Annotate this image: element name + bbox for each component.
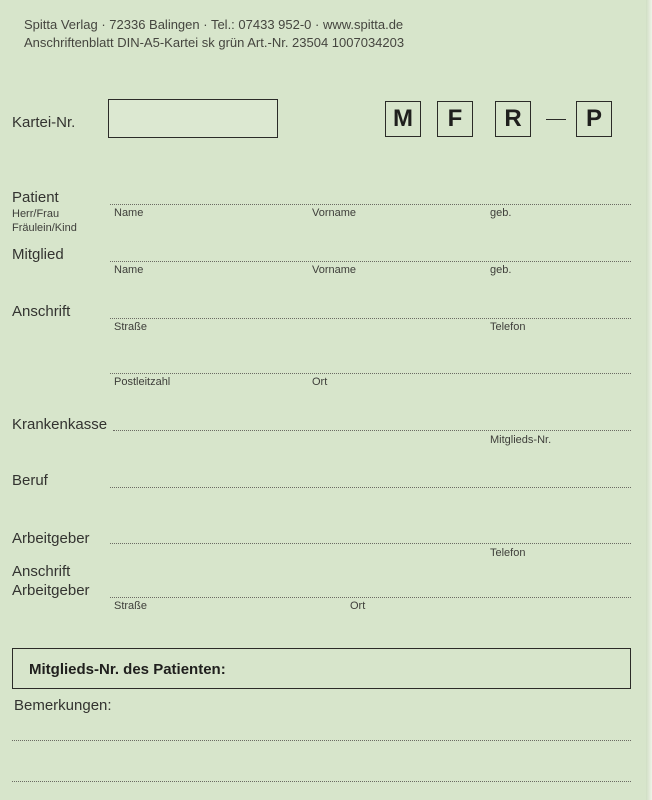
beruf-label: Beruf [12,472,48,489]
kartei-nr-field[interactable] [108,99,278,138]
anschrift-arbeitgeber-label-1: Anschrift [12,563,71,580]
mitglied-line[interactable] [110,261,631,262]
bemerkungen-label: Bemerkungen: [14,697,112,714]
arbeitgeber-line[interactable] [110,543,631,544]
beruf-line[interactable] [110,487,631,488]
patient-line[interactable] [110,204,631,205]
anschrift-line-2[interactable] [110,373,631,374]
category-box-f[interactable]: F [437,101,473,137]
mitglieds-nr-patient-box[interactable] [12,648,631,689]
mitglied-geb-caption: geb. [490,264,512,276]
anschrift-arbeitgeber-label-2: Arbeitgeber [12,582,90,599]
form-description-line: Anschriftenblatt DIN-A5-Kartei sk grün Art.-Nr. 23504 1007034203 [24,35,405,50]
patient-vorname-caption: Vorname [312,207,357,219]
patient-name-caption: Name [114,207,144,219]
kartei-nr-label: Kartei-Nr. [12,114,76,131]
anschrift-arbeitgeber-ort-caption: Ort [350,600,366,612]
category-box-p[interactable]: P [576,101,612,137]
patient-label: Patient [12,189,59,206]
patient-geb-caption: geb. [490,207,512,219]
krankenkasse-mitglieds-nr-caption: Mitglieds-Nr. [490,434,552,446]
category-dash [546,119,566,120]
mitglieds-nr-patient-label: Mitglieds-Nr. des Patienten: [29,661,226,678]
mitglied-vorname-caption: Vorname [312,264,357,276]
arbeitgeber-telefon-caption: Telefon [490,547,526,559]
mitglied-label: Mitglied [12,246,64,263]
anschrift-strasse-caption: Straße [114,321,148,333]
bemerkungen-line-2[interactable] [12,781,631,782]
anschrift-arbeitgeber-line[interactable] [110,597,631,598]
mitglied-name-caption: Name [114,264,144,276]
card-edge [646,0,652,800]
patient-salutation-2: Fräulein/Kind [12,222,77,234]
category-box-m[interactable]: M [385,101,421,137]
krankenkasse-label: Krankenkasse [12,416,108,433]
anschrift-line-1[interactable] [110,318,631,319]
anschrift-arbeitgeber-strasse-caption: Straße [114,600,148,612]
bemerkungen-line-1[interactable] [12,740,631,741]
anschrift-label: Anschrift [12,303,71,320]
category-box-r[interactable]: R [495,101,531,137]
anschrift-plz-caption: Postleitzahl [114,376,171,388]
anschrift-telefon-caption: Telefon [490,321,526,333]
patient-salutation-1: Herr/Frau [12,208,60,220]
publisher-line: Spitta Verlag · 72336 Balingen · Tel.: 07433 952-0 · www.spitta.de [24,17,404,32]
arbeitgeber-label: Arbeitgeber [12,530,90,547]
anschrift-ort-caption: Ort [312,376,328,388]
krankenkasse-line[interactable] [113,430,631,431]
